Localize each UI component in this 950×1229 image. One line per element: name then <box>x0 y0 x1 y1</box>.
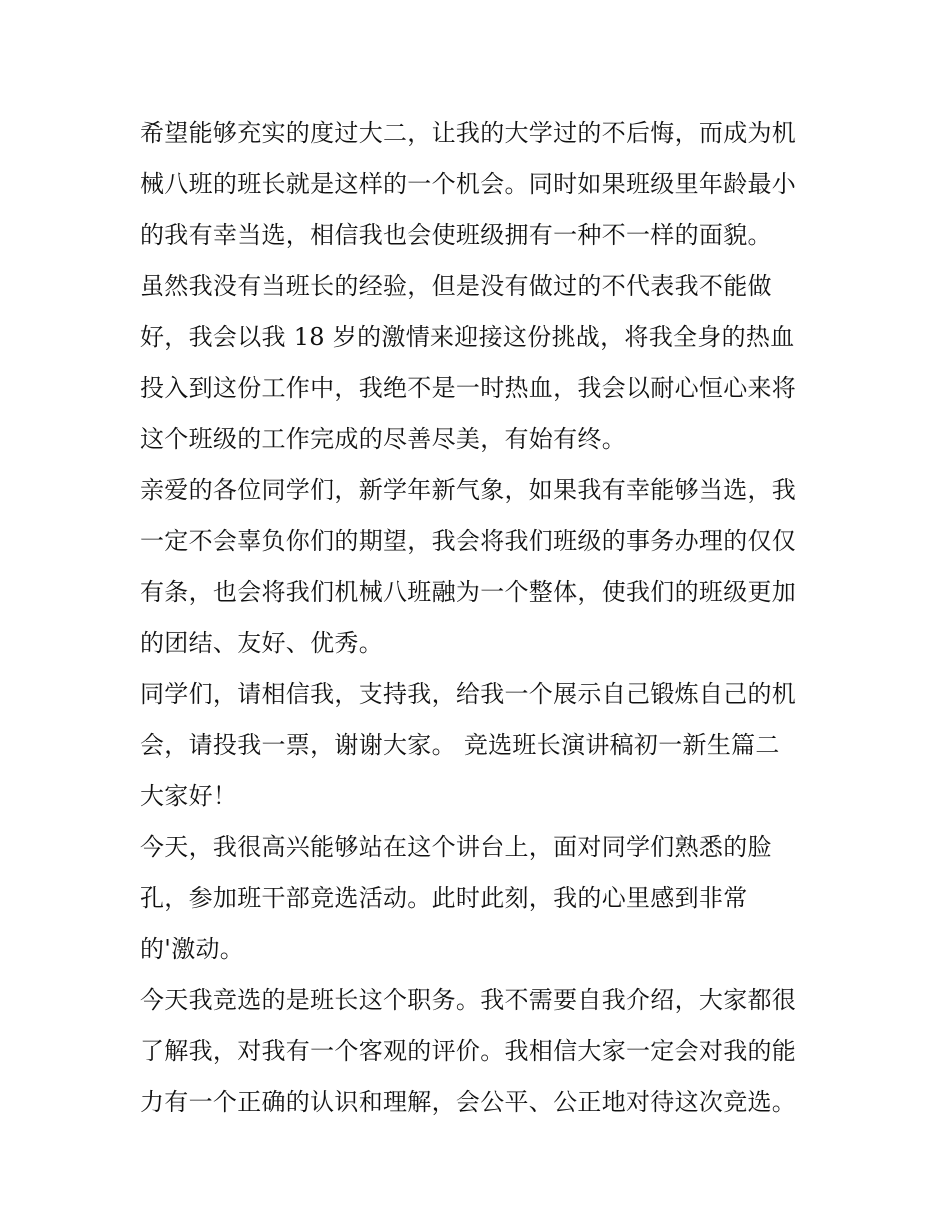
text-line: 的我有幸当选，相信我也会使班级拥有一种不一样的面貌。 <box>140 221 772 249</box>
text-line: 大家好！ <box>140 782 238 810</box>
text-line: 希望能够充实的度过大二，让我的大学过的不后悔，而成为机 <box>140 119 797 147</box>
text-line: 的'激动。 <box>140 935 245 963</box>
text-line: 一定不会辜负你们的期望，我会将我们班级的事务办理的仅仅 <box>140 527 797 555</box>
text-line: 同学们，请相信我，支持我，给我一个展示自己锻炼自己的机 <box>140 680 797 708</box>
text-line: 会，请投我一票，谢谢大家。 竞选班长演讲稿初一新生篇二 <box>140 731 780 759</box>
text-line: 力有一个正确的认识和理解，会公平、公正地对待这次竞选。 <box>140 1088 797 1116</box>
text-line: 今天我竞选的是班长这个职务。我不需要自我介绍，大家都很 <box>140 986 797 1014</box>
text-line: 好，我会以我 18 岁的激情来迎接这份挑战，将我全身的热血 <box>140 323 795 351</box>
text-line: 的团结、友好、优秀。 <box>140 629 383 657</box>
document-body <box>140 108 820 1128</box>
text-line: 孔，参加班干部竞选活动。此时此刻，我的心里感到非常 <box>140 884 748 912</box>
text-line: 今天，我很高兴能够站在这个讲台上，面对同学们熟悉的脸 <box>140 833 772 861</box>
text-line: 亲爱的各位同学们，新学年新气象，如果我有幸能够当选，我 <box>140 476 797 504</box>
text-line: 有条，也会将我们机械八班融为一个整体，使我们的班级更加 <box>140 578 797 606</box>
text-line: 虽然我没有当班长的经验，但是没有做过的不代表我不能做 <box>140 272 772 300</box>
text-line: 投入到这份工作中，我绝不是一时热血，我会以耐心恒心来将 <box>140 374 797 402</box>
text-line: 械八班的班长就是这样的一个机会。同时如果班级里年龄最小 <box>140 170 797 198</box>
text-line: 了解我，对我有一个客观的评价。我相信大家一定会对我的能 <box>140 1037 797 1065</box>
text-line: 这个班级的工作完成的尽善尽美，有始有终。 <box>140 425 626 453</box>
